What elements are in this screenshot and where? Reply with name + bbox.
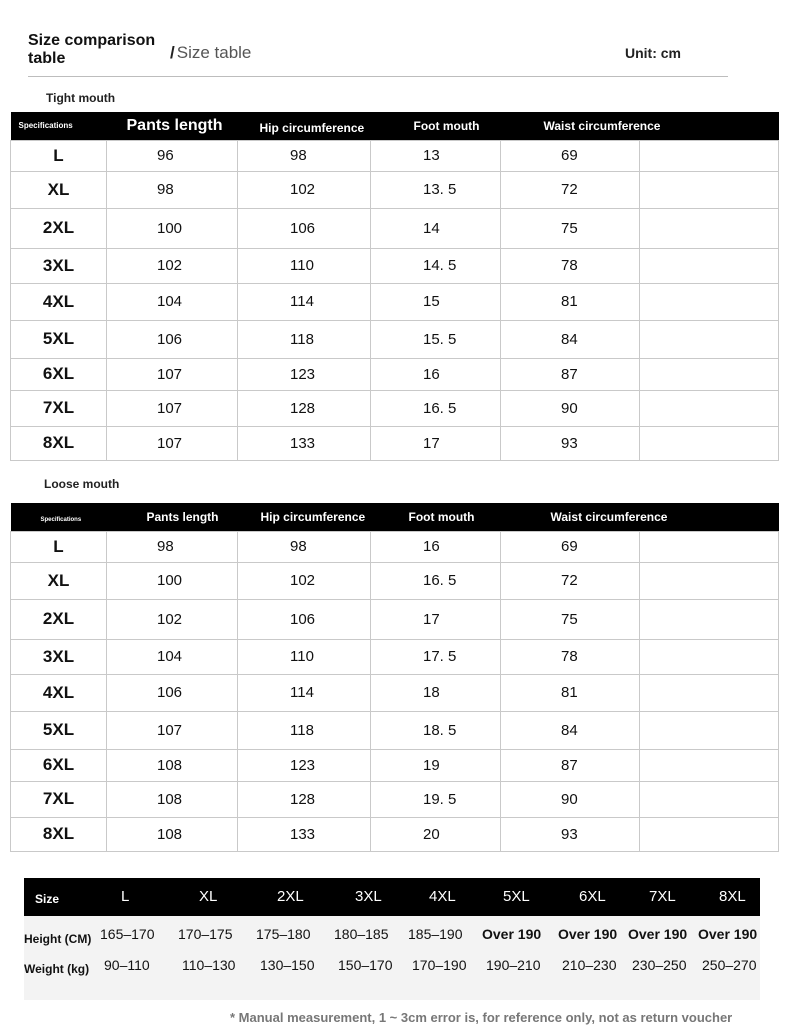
hip-cell: 114 — [238, 283, 371, 320]
col-pants-length: Pants length — [107, 112, 238, 140]
foot-mouth-cell: 13. 5 — [371, 171, 501, 208]
pants-length-cell: 107 — [107, 390, 238, 426]
table-row — [11, 817, 779, 851]
waist-cell: 81 — [501, 674, 640, 711]
size-range-size-label: Size — [35, 892, 60, 906]
weight-range: 230–250 — [632, 957, 687, 973]
col-hip: Hip circumference — [238, 112, 371, 140]
size-cell: 8XL — [11, 817, 107, 851]
page-subtitle — [170, 43, 251, 63]
weight-range: 150–170 — [338, 957, 393, 973]
col-foot: Foot mouth — [371, 112, 501, 140]
pants-length-cell: 98 — [107, 171, 238, 208]
table-row — [11, 140, 779, 171]
size-range-size: 6XL — [579, 888, 606, 905]
col-waist: Waist circumference — [501, 503, 640, 531]
pants-length-cell: 100 — [107, 208, 238, 248]
size-range-size: 4XL — [429, 888, 456, 905]
table-row — [11, 711, 779, 749]
col-foot: Foot mouth — [371, 503, 501, 531]
pants-length-cell: 102 — [107, 248, 238, 283]
pants-length-cell: 104 — [107, 639, 238, 674]
foot-mouth-cell: 17. 5 — [371, 639, 501, 674]
empty-cell — [640, 531, 779, 562]
table-row — [11, 320, 779, 358]
pants-length-cell: 106 — [107, 320, 238, 358]
size-range-header — [24, 878, 760, 916]
hip-cell: 128 — [238, 781, 371, 817]
hip-cell: 102 — [238, 171, 371, 208]
hip-cell: 110 — [238, 639, 371, 674]
weight-range: 250–270 — [702, 957, 757, 973]
hip-cell: 133 — [238, 817, 371, 851]
hip-cell: 123 — [238, 358, 371, 390]
foot-mouth-cell: 16. 5 — [371, 390, 501, 426]
size-cell: 6XL — [11, 358, 107, 390]
col-waist: Waist circumference — [501, 112, 640, 140]
foot-mouth-cell: 16 — [371, 358, 501, 390]
weight-range: 130–150 — [260, 957, 315, 973]
hip-cell: 133 — [238, 426, 371, 460]
size-cell: 6XL — [11, 749, 107, 781]
col-spec: Specifications — [11, 112, 107, 140]
foot-mouth-cell: 19 — [371, 749, 501, 781]
hip-cell: 106 — [238, 208, 371, 248]
height-range: Over 190 — [628, 926, 688, 942]
foot-mouth-cell: 14 — [371, 208, 501, 248]
table-header-row — [11, 503, 779, 531]
foot-mouth-cell: 20 — [371, 817, 501, 851]
waist-cell: 78 — [501, 639, 640, 674]
waist-cell: 84 — [501, 711, 640, 749]
size-range-size: 5XL — [503, 888, 530, 905]
loose-mouth-label: Loose mouth — [44, 477, 120, 491]
size-cell: 4XL — [11, 283, 107, 320]
empty-cell — [640, 208, 779, 248]
header — [0, 0, 790, 80]
height-range: Over 190 — [482, 926, 542, 942]
foot-mouth-cell: 17 — [371, 426, 501, 460]
hip-cell: 128 — [238, 390, 371, 426]
pants-length-cell: 100 — [107, 562, 238, 599]
waist-cell: 75 — [501, 599, 640, 639]
col-pants-length: Pants length — [107, 503, 238, 531]
table-row — [11, 674, 779, 711]
pants-length-cell: 107 — [107, 711, 238, 749]
header-divider — [28, 76, 728, 77]
subtitle-text: Size table — [176, 43, 252, 62]
size-cell: 7XL — [11, 781, 107, 817]
empty-cell — [640, 283, 779, 320]
col-hip: Hip circumference — [238, 503, 371, 531]
unit-label: Unit: cm — [625, 45, 681, 61]
measurement-note: * Manual measurement, 1 ~ 3cm error is, for reference only, not as return voucher — [230, 1010, 733, 1025]
waist-cell: 90 — [501, 390, 640, 426]
hip-cell: 118 — [238, 320, 371, 358]
size-range-chart — [24, 878, 760, 1000]
waist-cell: 90 — [501, 781, 640, 817]
pants-length-cell: 96 — [107, 140, 238, 171]
height-range: Over 190 — [698, 926, 758, 942]
height-range: 185–190 — [408, 926, 463, 942]
empty-cell — [640, 749, 779, 781]
foot-mouth-cell: 16. 5 — [371, 562, 501, 599]
empty-cell — [640, 358, 779, 390]
size-range-size: 2XL — [277, 888, 304, 905]
table-row — [11, 599, 779, 639]
size-cell: XL — [11, 562, 107, 599]
height-range: 180–185 — [334, 926, 389, 942]
weight-range: 90–110 — [104, 957, 150, 973]
height-label: Height (CM) — [24, 932, 92, 946]
tight-mouth-label: Tight mouth — [46, 91, 116, 105]
table-row — [11, 283, 779, 320]
foot-mouth-cell: 18 — [371, 674, 501, 711]
empty-cell — [640, 674, 779, 711]
size-cell: 2XL — [11, 208, 107, 248]
col-spec: Specifications — [11, 503, 107, 531]
table-row — [11, 390, 779, 426]
empty-cell — [640, 171, 779, 208]
hip-cell: 123 — [238, 749, 371, 781]
weight-range: 210–230 — [562, 957, 617, 973]
table-row — [11, 358, 779, 390]
table-row — [11, 426, 779, 460]
pants-length-cell: 102 — [107, 599, 238, 639]
waist-cell: 69 — [501, 140, 640, 171]
pants-length-cell: 106 — [107, 674, 238, 711]
empty-cell — [640, 248, 779, 283]
size-range-size: L — [121, 888, 130, 905]
loose-mouth-table — [10, 503, 779, 852]
foot-mouth-cell: 19. 5 — [371, 781, 501, 817]
empty-cell — [640, 817, 779, 851]
waist-cell: 78 — [501, 248, 640, 283]
size-cell: 2XL — [11, 599, 107, 639]
waist-cell: 69 — [501, 531, 640, 562]
pants-length-cell: 108 — [107, 781, 238, 817]
table-row — [11, 248, 779, 283]
waist-cell: 93 — [501, 817, 640, 851]
size-cell: 7XL — [11, 390, 107, 426]
empty-cell — [640, 390, 779, 426]
pants-length-cell: 107 — [107, 426, 238, 460]
empty-cell — [640, 562, 779, 599]
hip-cell: 98 — [238, 531, 371, 562]
size-cell: XL — [11, 171, 107, 208]
weight-range: 190–210 — [486, 957, 541, 973]
waist-cell: 84 — [501, 320, 640, 358]
empty-cell — [640, 711, 779, 749]
waist-cell: 72 — [501, 562, 640, 599]
table-row — [11, 639, 779, 674]
subtitle-slash: / — [170, 43, 175, 62]
waist-cell: 75 — [501, 208, 640, 248]
size-cell: 3XL — [11, 639, 107, 674]
size-cell: 5XL — [11, 320, 107, 358]
waist-cell: 87 — [501, 749, 640, 781]
size-range-size: 3XL — [355, 888, 382, 905]
size-cell: L — [11, 531, 107, 562]
table-row — [11, 171, 779, 208]
pants-length-cell: 104 — [107, 283, 238, 320]
size-range-size: XL — [199, 888, 218, 905]
height-range: 170–175 — [178, 926, 233, 942]
size-range-size: 7XL — [649, 888, 676, 905]
foot-mouth-cell: 16 — [371, 531, 501, 562]
table-row — [11, 531, 779, 562]
size-cell: L — [11, 140, 107, 171]
foot-mouth-cell: 15. 5 — [371, 320, 501, 358]
waist-cell: 87 — [501, 358, 640, 390]
height-range: Over 190 — [558, 926, 618, 942]
pants-length-cell: 108 — [107, 749, 238, 781]
empty-cell — [640, 140, 779, 171]
height-range: 165–170 — [100, 926, 155, 942]
hip-cell: 98 — [238, 140, 371, 171]
foot-mouth-cell: 14. 5 — [371, 248, 501, 283]
waist-cell: 81 — [501, 283, 640, 320]
weight-label: Weight (kg) — [24, 962, 90, 976]
empty-cell — [640, 781, 779, 817]
waist-cell: 72 — [501, 171, 640, 208]
table-row — [11, 208, 779, 248]
table-header-row — [11, 112, 779, 140]
pants-length-cell: 107 — [107, 358, 238, 390]
pants-length-cell: 98 — [107, 531, 238, 562]
empty-cell — [640, 426, 779, 460]
size-range-size: 8XL — [719, 888, 746, 905]
size-cell: 3XL — [11, 248, 107, 283]
hip-cell: 118 — [238, 711, 371, 749]
height-range: 175–180 — [256, 926, 311, 942]
empty-cell — [640, 599, 779, 639]
table-row — [11, 781, 779, 817]
hip-cell: 106 — [238, 599, 371, 639]
pants-length-cell: 108 — [107, 817, 238, 851]
hip-cell: 102 — [238, 562, 371, 599]
size-cell: 4XL — [11, 674, 107, 711]
foot-mouth-cell: 17 — [371, 599, 501, 639]
empty-cell — [640, 639, 779, 674]
empty-cell — [640, 320, 779, 358]
hip-cell: 110 — [238, 248, 371, 283]
foot-mouth-cell: 15 — [371, 283, 501, 320]
foot-mouth-cell: 13 — [371, 140, 501, 171]
tight-mouth-table — [10, 112, 779, 461]
page-title: Size comparison table — [28, 32, 156, 67]
foot-mouth-cell: 18. 5 — [371, 711, 501, 749]
hip-cell: 114 — [238, 674, 371, 711]
table-row — [11, 562, 779, 599]
size-cell: 5XL — [11, 711, 107, 749]
size-cell: 8XL — [11, 426, 107, 460]
weight-range: 170–190 — [412, 957, 467, 973]
table-row — [11, 749, 779, 781]
weight-range: 110–130 — [182, 957, 236, 973]
waist-cell: 93 — [501, 426, 640, 460]
